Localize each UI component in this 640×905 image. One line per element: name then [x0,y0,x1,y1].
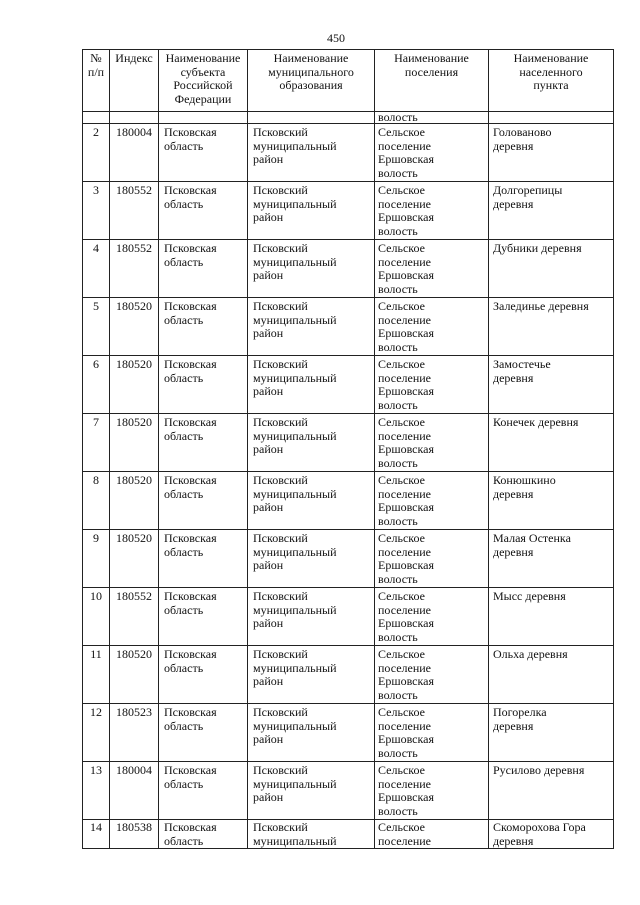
cell-index: 180523 [110,704,159,762]
table-row-continuation [83,112,614,124]
table-row [83,588,614,646]
cell-subject: Псковская область [159,182,248,240]
cell-municipality: Псковский муниципальный район [248,240,375,298]
cell-index: 180520 [110,472,159,530]
cell-municipality: Псковский муниципальный район [248,414,375,472]
cell-settlement: Сельское поселение Ершовская волость [375,530,489,588]
cell-settlement: Сельское поселение Ершовская волость [375,704,489,762]
cell-settlement: Сельское поселение Ершовская волость [375,588,489,646]
cell-subject: Псковская область [159,762,248,820]
cell-index: 180520 [110,646,159,704]
cell-settlement: Сельское поселение [375,820,489,849]
cell-number: 7 [83,414,110,472]
cell-settlement: Сельское поселение Ершовская волость [375,762,489,820]
cell-subject: Псковская область [159,530,248,588]
cell-number: 10 [83,588,110,646]
cell-number: 6 [83,356,110,414]
table-header-row [83,50,614,112]
cell-subject: Псковская область [159,820,248,849]
cell-locality: Дубники деревня [489,240,614,298]
cell-municipality: Псковский муниципальный район [248,762,375,820]
cell-index: 180520 [110,530,159,588]
cell-subject: Псковская область [159,646,248,704]
cell-index: 180004 [110,762,159,820]
cell-subject: Псковская область [159,356,248,414]
table-row [83,472,614,530]
cell-locality: Скоморохова Гора деревня [489,820,614,849]
cell-locality: Конечек деревня [489,414,614,472]
cell-number: 8 [83,472,110,530]
cell-subject: Псковская область [159,414,248,472]
cell-municipality: Псковский муниципальный район [248,588,375,646]
cell-settlement: Сельское поселение Ершовская волость [375,298,489,356]
cell-index: 180520 [110,414,159,472]
header-locality: Наименование населенного пункта [489,50,614,112]
cell-index: 180520 [110,356,159,414]
cell-municipality: Псковский муниципальный район [248,182,375,240]
table-row [83,182,614,240]
cell-settlement: Сельское поселение Ершовская волость [375,240,489,298]
cell-index: 180004 [110,124,159,182]
cell-settlement: Сельское поселение Ершовская волость [375,124,489,182]
table-row [83,762,614,820]
cell-municipality: Псковский муниципальный район [248,530,375,588]
table-row [83,240,614,298]
cell-locality: Замостечье деревня [489,356,614,414]
cell-subject: Псковская область [159,472,248,530]
settlements-table [82,49,614,849]
cell-index: 180520 [110,298,159,356]
table-row [83,414,614,472]
cell-number: 14 [83,820,110,849]
cell-settlement: Сельское поселение Ершовская волость [375,646,489,704]
cell-subject: Псковская область [159,298,248,356]
cell-subject: Псковская область [159,240,248,298]
cell-municipality: Псковский муниципальный район [248,356,375,414]
cell-number: 4 [83,240,110,298]
table-row [83,530,614,588]
cell-index: 180552 [110,588,159,646]
cell-locality: Голованово деревня [489,124,614,182]
cell-number [83,112,110,124]
cell-settlement: Сельское поселение Ершовская волость [375,182,489,240]
header-municipality: Наименование муниципального образования [248,50,375,112]
cell-subject: Псковская область [159,704,248,762]
cell-municipality: Псковский муниципальный район [248,704,375,762]
cell-number: 13 [83,762,110,820]
cell-locality: Мысс деревня [489,588,614,646]
table-row [83,820,614,849]
table-row [83,704,614,762]
cell-municipality: Псковский муниципальный [248,820,375,849]
cell-settlement: Сельское поселение Ершовская волость [375,472,489,530]
cell-locality [489,112,614,124]
cell-locality: Малая Остенка деревня [489,530,614,588]
cell-index [110,112,159,124]
cell-number: 9 [83,530,110,588]
header-index: Индекс [110,50,159,112]
cell-locality: Русилово деревня [489,762,614,820]
cell-locality: Долгорепицы деревня [489,182,614,240]
table-row [83,124,614,182]
cell-municipality [248,112,375,124]
header-subject: Наименование субъекта Российской Федерации [159,50,248,112]
table-row [83,298,614,356]
cell-index: 180552 [110,182,159,240]
cell-number: 11 [83,646,110,704]
cell-subject [159,112,248,124]
cell-subject: Псковская область [159,124,248,182]
cell-number: 3 [83,182,110,240]
cell-index: 180552 [110,240,159,298]
cell-subject: Псковская область [159,588,248,646]
cell-number: 2 [83,124,110,182]
cell-municipality: Псковский муниципальный район [248,124,375,182]
cell-locality: Ольха деревня [489,646,614,704]
cell-settlement: волость [375,112,489,124]
table-row [83,646,614,704]
cell-settlement: Сельское поселение Ершовская волость [375,414,489,472]
cell-number: 5 [83,298,110,356]
header-number: № п/п [83,50,110,112]
cell-municipality: Псковский муниципальный район [248,298,375,356]
cell-settlement: Сельское поселение Ершовская волость [375,356,489,414]
cell-locality: Конюшкино деревня [489,472,614,530]
header-settlement: Наименование поселения [375,50,489,112]
cell-locality: Погорелка деревня [489,704,614,762]
cell-municipality: Псковский муниципальный район [248,472,375,530]
cell-number: 12 [83,704,110,762]
table-row [83,356,614,414]
page-number: 450 [327,31,345,45]
cell-municipality: Псковский муниципальный район [248,646,375,704]
cell-locality: Залединье деревня [489,298,614,356]
cell-index: 180538 [110,820,159,849]
